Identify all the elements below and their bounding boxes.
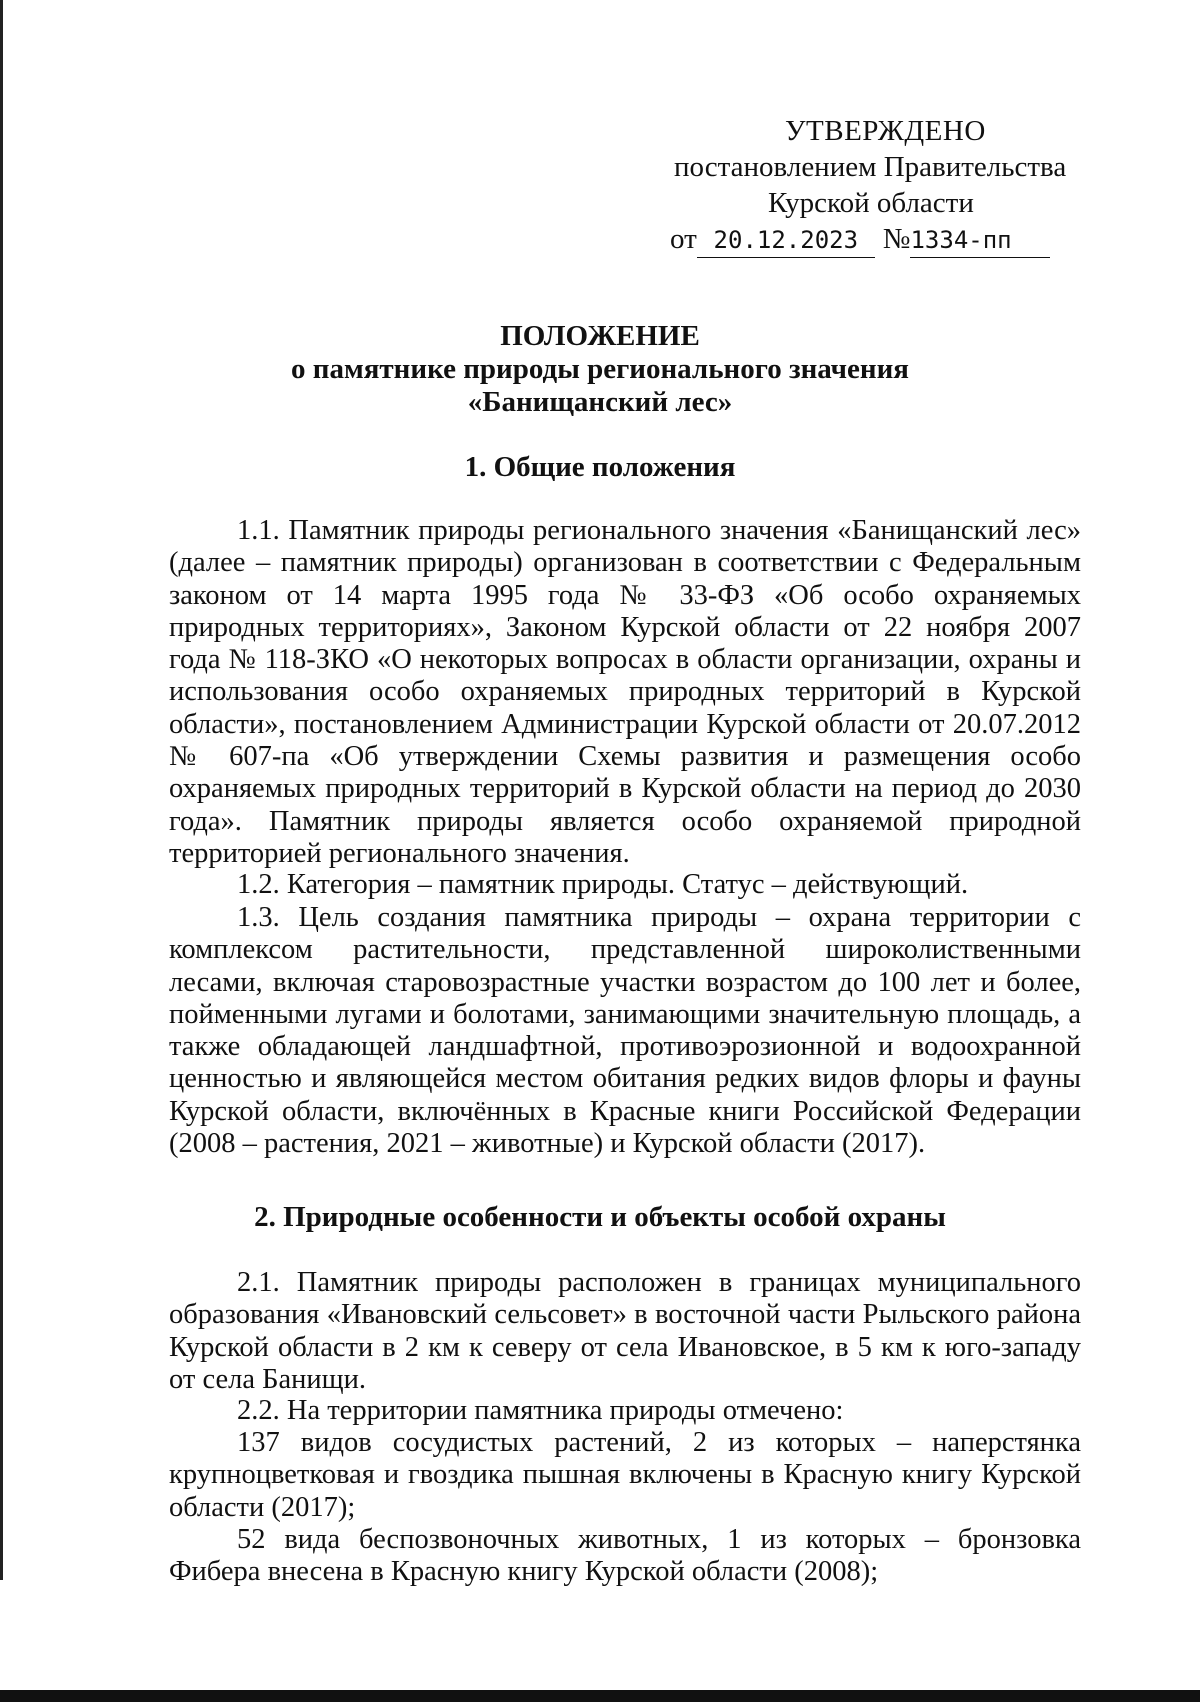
document-title-block: [0, 320, 1200, 419]
approval-date-row: [670, 222, 1050, 258]
paragraph-2-2-plants: 137 видов сосудистых растений, 2 из которых – наперстянка крупноцветковая и гвоздика пышная включены в Красную книгу Курской области (2017);: [169, 1427, 1081, 1523]
approval-date: 20.12.2023: [697, 223, 875, 258]
approval-number-prefix: №: [882, 223, 911, 255]
paragraph-1-3: 1.3. Цель создания памятника природы – охрана территории с комплексом растительности, представленной широколиственными лесами, включая старовозрастные участки возрастом до 100 лет и более, пойменными лугами и болотами, занимающими значительную площадь, а также обладающей ландшафтной, противоэрозионной и водоохранной ценностью и являющейся местом обитания редких видов флоры и фауны Курской области, включённых в Красные книги Российской Федерации (2008 – растения, 2021 – животные) и Курской области (2017).: [169, 902, 1081, 1160]
paragraph-2-2-invertebrates: 52 вида беспозвоночных животных, 1 из которых – бронзовка Фибера внесена в Красную книгу Курской области (2008);: [169, 1524, 1081, 1588]
approval-number: 1334-пп: [910, 223, 1050, 258]
approval-date-prefix: от: [670, 223, 697, 255]
paragraph-1-2: 1.2. Категория – памятник природы. Статус – действующий.: [237, 869, 969, 900]
document-subtitle-line1: о памятнике природы регионального значения: [291, 353, 909, 385]
approval-by: постановлением Правительства: [674, 151, 1067, 183]
paragraph-2-1: 2.1. Памятник природы расположен в границах муниципального образования «Ивановский сельсовет» в восточной части Рыльского района Курской области в 2 км к северу от села Ивановское, в 5 км к юго-западу от села Банищи.: [169, 1267, 1081, 1395]
section2-heading: 2. Природные особенности и объекты особой охраны: [254, 1201, 946, 1233]
section1-heading: 1. Общие положения: [464, 451, 736, 483]
document-subtitle-line2: «Банищанский лес»: [467, 386, 733, 418]
approval-title: УТВЕРЖДЕНО: [785, 115, 986, 147]
scan-edge-bottom: [0, 1690, 1200, 1702]
approval-org: Курской области: [768, 187, 974, 219]
document-title: ПОЛОЖЕНИЕ: [500, 320, 700, 352]
paragraph-2-2: 2.2. На территории памятника природы отмечено:: [237, 1395, 844, 1426]
paragraph-1-1: 1.1. Памятник природы регионального значения «Банищанский лес» (далее – памятник природы) организован в соответствии с Федеральным законом от 14 марта 1995 года № 33-ФЗ «Об особо охраняемых природных территориях», Законом Курской области от 22 ноября 2007 года № 118-ЗКО «О некоторых вопросах в области организации, охраны и использования особо охраняемых природных территорий в Курской области», постановлением Администрации Курской области от 20.07.2012 № 607-па «Об утверждении Схемы развития и размещения особо охраняемых природных территорий в Курской области на период до 2030 года». Памятник природы является особо охраняемой природной территорией регионального значения.: [169, 515, 1081, 869]
scan-edge-left: [0, 0, 3, 1580]
